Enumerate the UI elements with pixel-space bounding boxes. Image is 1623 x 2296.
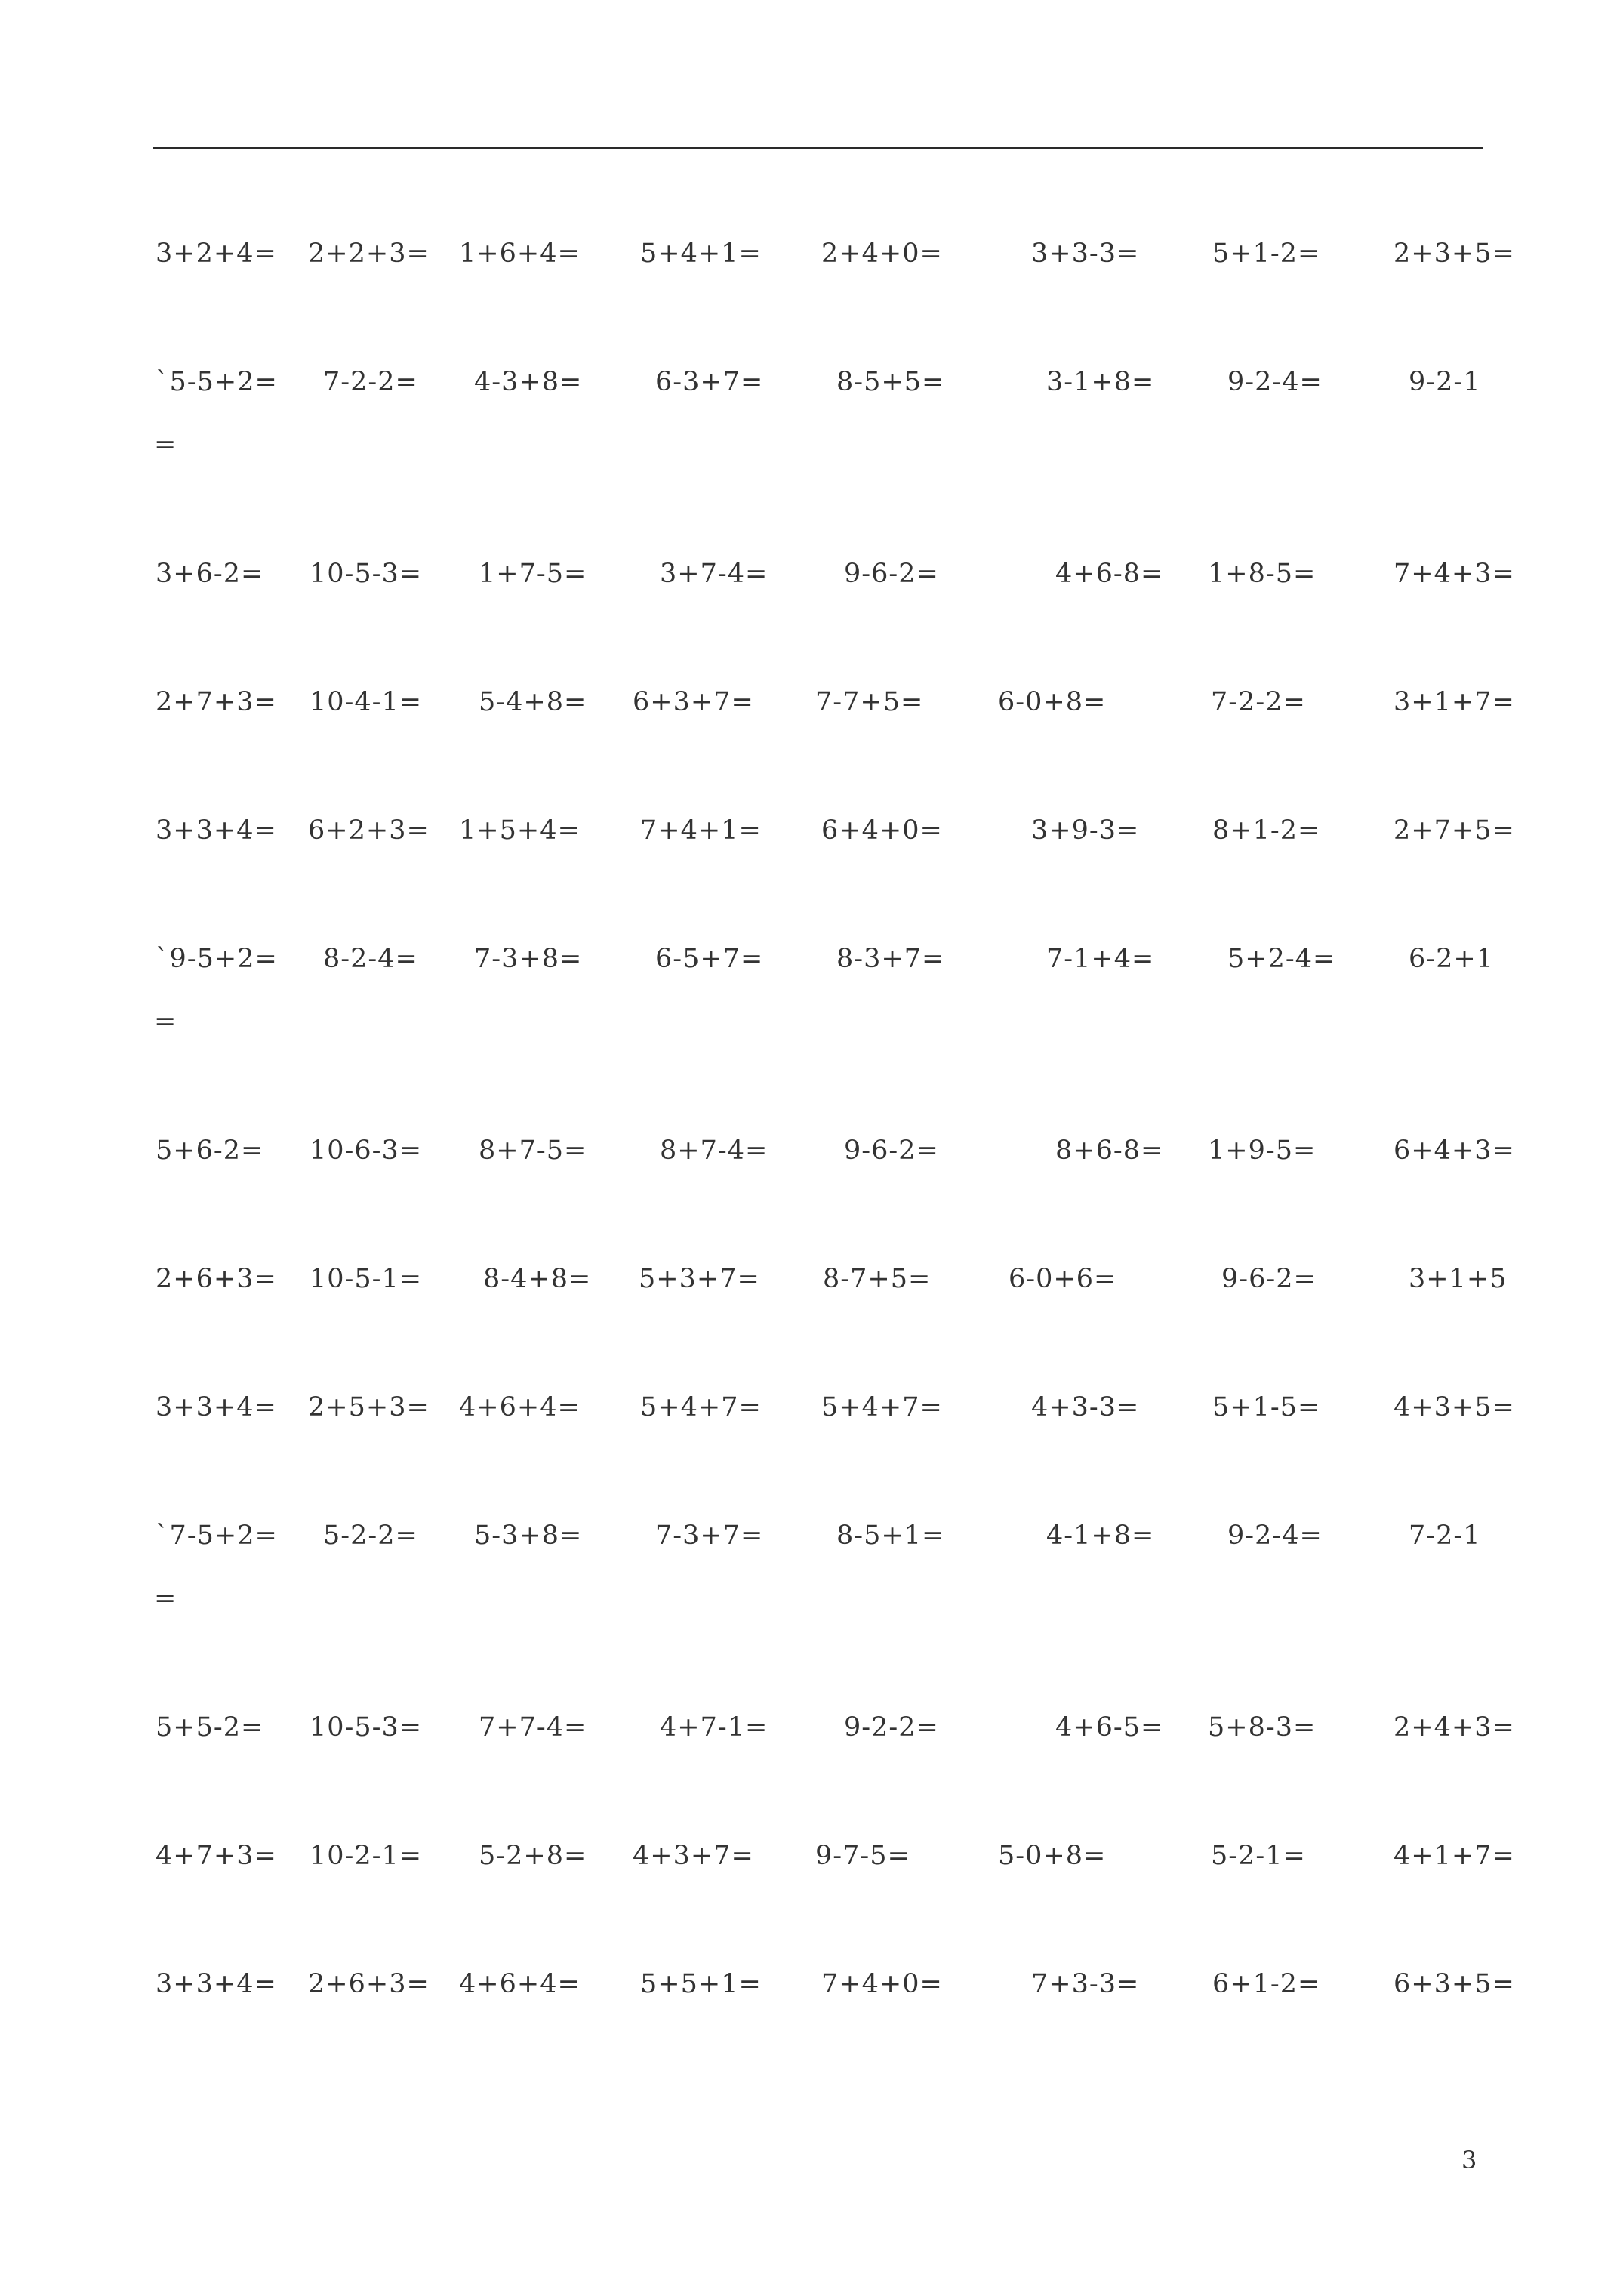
math-problem: 3+6-2= (156, 559, 264, 589)
math-problem: 5-4+8= (479, 687, 587, 717)
math-problem: 10-5-3= (310, 559, 423, 589)
math-problem: 1+6+4= (459, 239, 581, 269)
math-problem: 3+3+4= (156, 815, 277, 846)
math-problem: 7-7+5= (815, 687, 924, 717)
math-problem: 10-4-1= (310, 687, 423, 717)
math-problem: 8-5+5= (836, 367, 945, 397)
math-problem: 2+4+3= (1394, 1712, 1515, 1743)
math-problem: 8-5+1= (836, 1521, 945, 1551)
math-problem: 7+4+0= (821, 1969, 943, 1999)
math-problem: 1+9-5= (1208, 1136, 1317, 1166)
math-problem: `5-5+2= (156, 367, 278, 397)
math-problem: 7-3+8= (474, 944, 583, 974)
math-problem: 7-2-2= (323, 367, 418, 397)
math-problem: 2+5+3= (308, 1392, 430, 1422)
math-problem: 7-1+4= (1046, 944, 1155, 974)
math-problem: 6-0+6= (1009, 1264, 1117, 1294)
math-problem: 10-6-3= (310, 1136, 423, 1166)
math-problem: 4+1+7= (1394, 1841, 1515, 1871)
math-problem: 8-2-4= (323, 944, 418, 974)
math-problem: 4+7+3= (156, 1841, 277, 1871)
page-number: 3 (1461, 2146, 1477, 2174)
math-problem: 4+6+4= (459, 1392, 581, 1422)
header-rule (153, 147, 1483, 149)
math-problem: 3+7-4= (660, 559, 768, 589)
math-problem: 10-5-3= (310, 1712, 423, 1743)
math-problem: 9-6-2= (844, 559, 939, 589)
problem-row (0, 359, 1623, 460)
math-problem: 8+6-8= (1055, 1136, 1164, 1166)
math-problem: 5+5+1= (640, 1969, 762, 1999)
math-problem: 4-1+8= (1046, 1521, 1155, 1551)
math-problem: 8-4+8= (483, 1264, 592, 1294)
math-problem: 6+2+3= (308, 815, 430, 846)
math-problem: 5+4+1= (640, 239, 762, 269)
math-problem: 5+3+7= (639, 1264, 760, 1294)
problem-row (0, 551, 1623, 596)
math-problem: 9-6-2= (1221, 1264, 1317, 1294)
math-problem: 5+4+7= (640, 1392, 762, 1422)
math-problem: 6+4+3= (1394, 1136, 1515, 1166)
math-problem: 5+2-4= (1227, 944, 1336, 974)
math-problem: 6-3+7= (655, 367, 764, 397)
math-problem: `9-5+2= (156, 944, 278, 974)
math-problem: 5+1-5= (1212, 1392, 1321, 1422)
math-problem: 3+2+4= (156, 239, 277, 269)
math-problem: 7+3-3= (1031, 1969, 1140, 1999)
wrapped-equals: = (154, 1006, 177, 1037)
math-problem: 7+4+1= (640, 815, 762, 846)
math-problem: 3+1+7= (1394, 687, 1515, 717)
problem-row (0, 1385, 1623, 1430)
math-problem: 7+7-4= (479, 1712, 587, 1743)
math-problem: 4+3+7= (633, 1841, 754, 1871)
math-problem: 6-2+1 (1409, 944, 1494, 974)
math-problem: 5+4+7= (821, 1392, 943, 1422)
math-problem: 4+7-1= (660, 1712, 768, 1743)
math-problem: 2+7+5= (1394, 815, 1515, 846)
math-problem: 5+6-2= (156, 1136, 264, 1166)
math-problem: 5-2+8= (479, 1841, 587, 1871)
problem-row (0, 1962, 1623, 2007)
problem-row (0, 936, 1623, 1037)
math-problem: 2+7+3= (156, 687, 277, 717)
math-problem: 2+2+3= (308, 239, 430, 269)
math-problem: 5+5-2= (156, 1712, 264, 1743)
math-problem: 7-2-1 (1409, 1521, 1481, 1551)
math-problem: 9-2-4= (1227, 1521, 1323, 1551)
math-problem: 7-2-2= (1211, 687, 1306, 717)
math-problem: 10-2-1= (310, 1841, 423, 1871)
math-problem: 3+3-3= (1031, 239, 1140, 269)
math-problem: 8-7+5= (823, 1264, 932, 1294)
math-problem: `7-5+2= (156, 1521, 278, 1551)
math-problem: 6+3+7= (633, 687, 754, 717)
math-problem: 4+3+5= (1394, 1392, 1515, 1422)
math-problem: 6-5+7= (655, 944, 764, 974)
problem-row (0, 231, 1623, 276)
math-problem: 1+8-5= (1208, 559, 1317, 589)
math-problem: 6+4+0= (821, 815, 943, 846)
math-problem: 3+3+4= (156, 1392, 277, 1422)
math-problem: 6+3+5= (1394, 1969, 1515, 1999)
math-problem: 9-7-5= (815, 1841, 910, 1871)
math-problem: 3+1+5 (1409, 1264, 1508, 1294)
problem-row (0, 1833, 1623, 1878)
wrapped-equals: = (154, 1583, 177, 1613)
math-problem: 9-2-2= (844, 1712, 939, 1743)
math-problem: 4+3-3= (1031, 1392, 1140, 1422)
math-problem: 5-2-2= (323, 1521, 418, 1551)
math-problem: 7-3+7= (655, 1521, 764, 1551)
math-problem: 4+6-5= (1055, 1712, 1164, 1743)
math-problem: 10-5-1= (310, 1264, 423, 1294)
math-problem: 2+3+5= (1394, 239, 1515, 269)
problem-row (0, 808, 1623, 853)
math-problem: 9-2-4= (1227, 367, 1323, 397)
math-problem: 3+9-3= (1031, 815, 1140, 846)
math-problem: 7+4+3= (1394, 559, 1515, 589)
wrapped-equals: = (154, 430, 177, 460)
problem-row (0, 1705, 1623, 1750)
math-problem: 4+6+4= (459, 1969, 581, 1999)
problem-row (0, 1513, 1623, 1613)
math-problem: 8+7-5= (479, 1136, 587, 1166)
math-problem: 8-3+7= (836, 944, 945, 974)
math-problem: 1+5+4= (459, 815, 581, 846)
math-problem: 3+3+4= (156, 1969, 277, 1999)
math-problem: 2+4+0= (821, 239, 943, 269)
math-problem: 5-2-1= (1211, 1841, 1306, 1871)
math-problem: 1+7-5= (479, 559, 587, 589)
math-problem: 6+1-2= (1212, 1969, 1321, 1999)
math-problem: 5+8-3= (1208, 1712, 1317, 1743)
math-problem: 8+7-4= (660, 1136, 768, 1166)
problem-row (0, 1256, 1623, 1302)
math-problem: 5+1-2= (1212, 239, 1321, 269)
math-problem: 6-0+8= (998, 687, 1107, 717)
math-problem: 2+6+3= (156, 1264, 277, 1294)
math-problem: 9-2-1 (1409, 367, 1481, 397)
math-problem: 9-6-2= (844, 1136, 939, 1166)
math-problem: 2+6+3= (308, 1969, 430, 1999)
math-problem: 5-3+8= (474, 1521, 583, 1551)
math-problem: 8+1-2= (1212, 815, 1321, 846)
math-problem: 4+6-8= (1055, 559, 1164, 589)
math-problem: 4-3+8= (474, 367, 583, 397)
math-problem: 3-1+8= (1046, 367, 1155, 397)
math-problem: 5-0+8= (998, 1841, 1107, 1871)
problem-row (0, 680, 1623, 725)
problem-row (0, 1128, 1623, 1173)
